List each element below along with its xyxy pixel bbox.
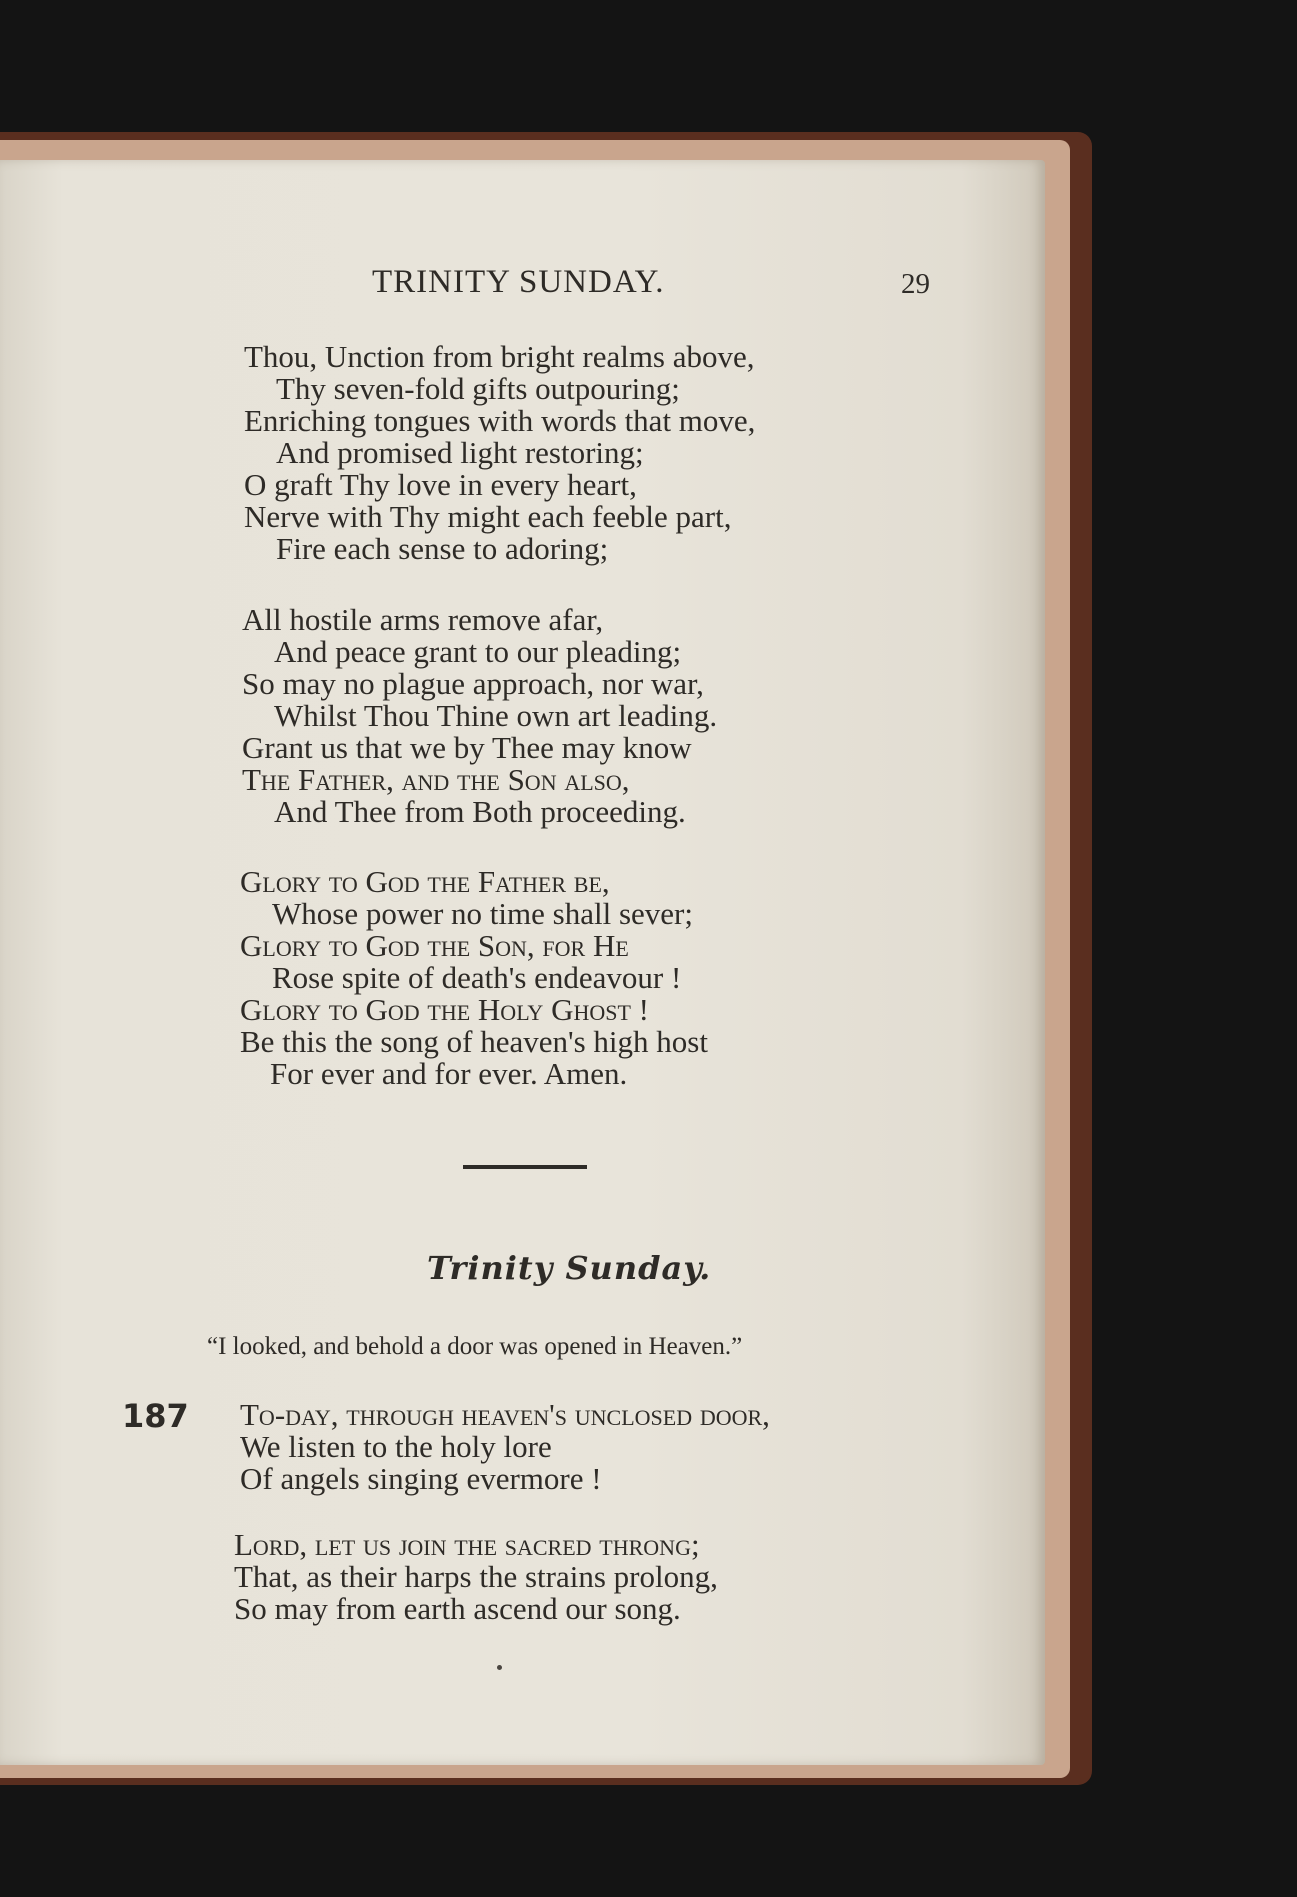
verse-line: Whose power no time shall sever; <box>272 896 693 931</box>
verse-line: Thou, Unction from bright realms above, <box>244 339 755 374</box>
verse-line: Grant us that we by Thee may know <box>242 730 692 765</box>
verse-line: Lord, let us join the sacred throng; <box>234 1527 700 1562</box>
verse-line: O graft Thy love in every heart, <box>244 467 637 502</box>
verse-line: And peace grant to our pleading; <box>274 634 682 669</box>
verse-line: Glory to God the Father be, <box>240 864 610 899</box>
running-title: TRINITY SUNDAY. <box>372 264 665 300</box>
ink-speck <box>497 1665 502 1670</box>
section-divider <box>463 1165 587 1169</box>
verse-line: And Thee from Both proceeding. <box>274 794 686 829</box>
verse-line: Thy seven-fold gifts outpouring; <box>276 371 680 406</box>
verse-line: Whilst Thou Thine own art leading. <box>274 698 718 733</box>
epigraph: “I looked, and behold a door was opened in Heaven.” <box>207 1333 743 1360</box>
verse-line: Glory to God the Holy Ghost ! <box>240 992 649 1027</box>
verse-line: Nerve with Thy might each feeble part, <box>244 499 732 534</box>
verse-line: We listen to the holy lore <box>240 1429 552 1464</box>
verse-line: Fire each sense to adoring; <box>276 531 609 566</box>
verse-line: The Father, and the Son also, <box>242 762 630 797</box>
verse-line: And promised light restoring; <box>276 435 644 470</box>
verse-line: All hostile arms remove afar, <box>242 602 604 637</box>
page-number: 29 <box>901 268 930 300</box>
verse-line: Be this the song of heaven's high host <box>240 1024 708 1059</box>
verse-line: For ever and for ever. Amen. <box>270 1056 628 1091</box>
verse-line: Enriching tongues with words that move, <box>244 403 756 438</box>
verse-line: To-day, through heaven's unclosed door, <box>240 1397 770 1432</box>
verse-line: So may no plague approach, nor war, <box>242 666 704 701</box>
verse-line: Glory to God the Son, for He <box>240 928 629 963</box>
hymn-number: 187 <box>122 1397 189 1435</box>
verse-line: So may from earth ascend our song. <box>234 1591 681 1626</box>
verse-line: Rose spite of death's endeavour ! <box>272 960 682 995</box>
verse-line: That, as their harps the strains prolong, <box>234 1559 718 1594</box>
section-title: Trinity Sunday. <box>427 1249 712 1287</box>
verse-line: Of angels singing evermore ! <box>240 1461 602 1496</box>
